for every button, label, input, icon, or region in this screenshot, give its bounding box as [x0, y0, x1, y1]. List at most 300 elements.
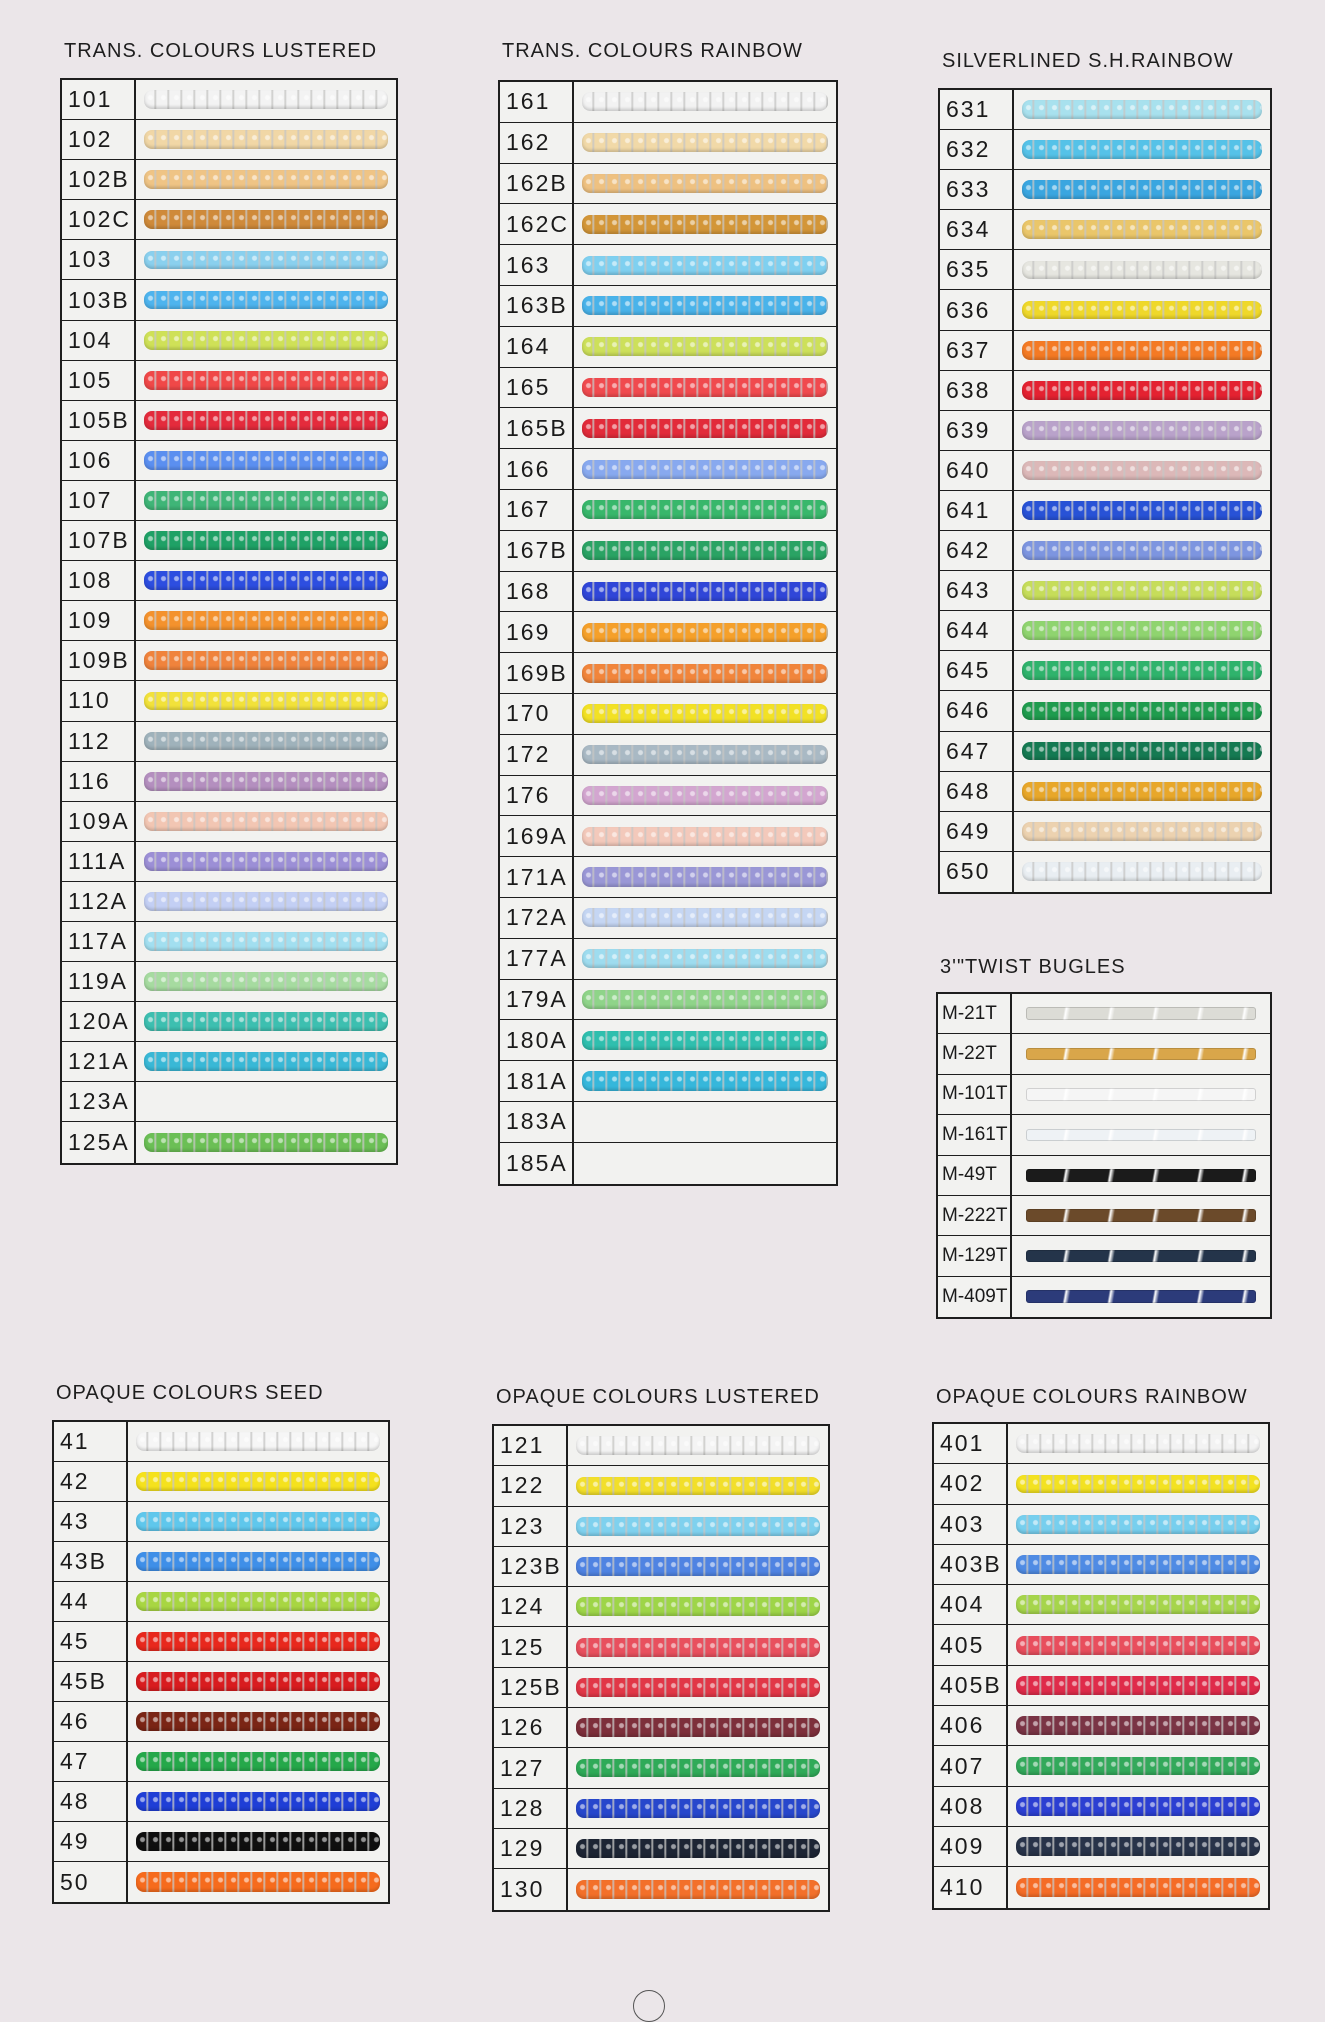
bead-strip — [136, 321, 396, 360]
bead-sample — [144, 371, 388, 390]
swatch-row — [62, 441, 396, 481]
swatch-code: 647 — [940, 732, 1014, 771]
swatch-code: 643 — [940, 571, 1014, 610]
swatch-row — [62, 321, 396, 361]
panel-title: TRANS. COLOURS LUSTERED — [64, 40, 378, 62]
swatch-code: 631 — [940, 90, 1014, 129]
bead-sample — [136, 1832, 380, 1851]
swatch-table — [938, 88, 1272, 894]
swatch-code: 123A — [62, 1082, 136, 1121]
bead-sample — [1016, 1515, 1260, 1534]
bead-strip — [1014, 651, 1270, 690]
swatch-row — [62, 802, 396, 842]
swatch-code: 108 — [62, 561, 136, 600]
bead-strip — [136, 481, 396, 520]
swatch-code: 119A — [62, 962, 136, 1001]
swatch-row — [940, 571, 1270, 611]
swatch-code: 405B — [934, 1666, 1008, 1705]
bead-sample — [144, 692, 388, 711]
swatch-row — [54, 1742, 388, 1782]
swatch-code: 403 — [934, 1505, 1008, 1544]
bead-strip — [574, 490, 836, 530]
swatch-row — [934, 1545, 1268, 1585]
swatch-row — [500, 368, 836, 409]
swatch-code: 48 — [54, 1782, 128, 1821]
bead-strip — [568, 1748, 828, 1787]
bead-strip — [128, 1782, 388, 1821]
bead-sample — [582, 541, 828, 560]
bead-sample — [582, 786, 828, 805]
bead-sample — [144, 772, 388, 791]
bead-sample — [136, 1432, 380, 1451]
bead-strip — [574, 1020, 836, 1060]
swatch-table — [498, 80, 838, 1186]
swatch-code: 648 — [940, 772, 1014, 811]
swatch-table — [52, 1420, 390, 1904]
swatch-code: 172 — [500, 735, 574, 775]
swatch-code: 103B — [62, 280, 136, 319]
bead-strip — [1014, 812, 1270, 851]
swatch-row — [62, 481, 396, 521]
bugle-sample — [1026, 1169, 1256, 1182]
bugle-sample — [1026, 1250, 1256, 1263]
swatch-row — [500, 572, 836, 613]
bead-strip — [568, 1668, 828, 1707]
bead-sample — [136, 1872, 380, 1891]
bead-strip — [136, 441, 396, 480]
bead-strip — [1014, 90, 1270, 129]
bead-sample — [576, 1638, 820, 1657]
bead-sample — [582, 867, 828, 886]
bead-strip — [1014, 852, 1270, 892]
swatch-row — [62, 1122, 396, 1162]
swatch-code: 47 — [54, 1742, 128, 1781]
bead-strip — [574, 1143, 836, 1184]
swatch-code: 122 — [494, 1466, 568, 1505]
swatch-row — [940, 732, 1270, 772]
bead-strip — [1012, 1115, 1270, 1154]
swatch-code: 127 — [494, 1748, 568, 1787]
bead-strip — [1008, 1867, 1268, 1907]
swatch-code: 172A — [500, 898, 574, 938]
swatch-row — [62, 240, 396, 280]
bead-sample — [136, 1672, 380, 1691]
swatch-code: 166 — [500, 449, 574, 489]
swatch-row — [62, 200, 396, 240]
bead-sample — [582, 133, 828, 152]
swatch-table — [60, 78, 398, 1165]
swatch-code: 123 — [494, 1507, 568, 1546]
swatch-row — [940, 331, 1270, 371]
bead-sample — [144, 1133, 388, 1152]
bead-sample — [582, 908, 828, 927]
bead-sample — [136, 1752, 380, 1771]
swatch-code: 404 — [934, 1585, 1008, 1624]
bead-sample — [1022, 461, 1262, 480]
swatch-row — [54, 1622, 388, 1662]
swatch-code: 124 — [494, 1587, 568, 1626]
swatch-row — [940, 130, 1270, 170]
swatch-code: 169B — [500, 653, 574, 693]
bead-sample — [1016, 1475, 1260, 1494]
swatch-code: 180A — [500, 1020, 574, 1060]
swatch-row — [62, 1042, 396, 1082]
bead-sample — [144, 451, 388, 470]
swatch-code: 45 — [54, 1622, 128, 1661]
swatch-code: 632 — [940, 130, 1014, 169]
swatch-code: 179A — [500, 980, 574, 1020]
bead-sample — [144, 170, 388, 189]
swatch-row — [938, 1236, 1270, 1276]
bead-strip — [136, 842, 396, 881]
bead-strip — [574, 164, 836, 204]
bead-strip — [1014, 250, 1270, 289]
swatch-code: 109A — [62, 802, 136, 841]
swatch-row — [500, 816, 836, 857]
swatch-code: 177A — [500, 939, 574, 979]
bead-sample — [144, 972, 388, 991]
bead-strip — [574, 694, 836, 734]
swatch-code: 641 — [940, 491, 1014, 530]
swatch-row — [500, 776, 836, 817]
bead-strip — [136, 200, 396, 239]
bead-sample — [1022, 501, 1262, 520]
bead-sample — [144, 251, 388, 270]
bead-strip — [136, 922, 396, 961]
swatch-row — [62, 561, 396, 601]
bead-sample — [136, 1592, 380, 1611]
bead-strip — [1012, 1236, 1270, 1275]
bead-sample — [1022, 301, 1262, 320]
swatch-row — [62, 160, 396, 200]
swatch-table — [936, 992, 1272, 1319]
bead-sample — [582, 174, 828, 193]
bead-sample — [144, 812, 388, 831]
swatch-code: 636 — [940, 290, 1014, 329]
swatch-code: M-161T — [938, 1115, 1012, 1154]
swatch-row — [940, 290, 1270, 330]
bead-strip — [568, 1789, 828, 1828]
swatch-code: 639 — [940, 411, 1014, 450]
swatch-code: 650 — [940, 852, 1014, 892]
bead-strip — [568, 1627, 828, 1666]
swatch-code: 106 — [62, 441, 136, 480]
bead-sample — [1016, 1595, 1260, 1614]
bead-strip — [128, 1702, 388, 1741]
swatch-code: 110 — [62, 681, 136, 720]
bead-strip — [128, 1582, 388, 1621]
swatch-code: 44 — [54, 1582, 128, 1621]
swatch-row — [500, 204, 836, 245]
swatch-row — [54, 1542, 388, 1582]
bead-strip — [136, 1042, 396, 1081]
bead-strip — [136, 240, 396, 279]
bead-strip — [1014, 531, 1270, 570]
swatch-row — [500, 1102, 836, 1143]
swatch-code: M-222T — [938, 1196, 1012, 1235]
bead-sample — [582, 296, 828, 315]
swatch-code: 109 — [62, 601, 136, 640]
bead-strip — [1008, 1787, 1268, 1826]
bead-strip — [574, 898, 836, 938]
bead-strip — [1014, 371, 1270, 410]
swatch-code: 102 — [62, 120, 136, 159]
swatch-row — [62, 1002, 396, 1042]
bead-strip — [574, 980, 836, 1020]
swatch-row — [500, 531, 836, 572]
swatch-row — [938, 1115, 1270, 1155]
panel-title: OPAQUE COLOURS RAINBOW — [936, 1386, 1248, 1408]
bead-strip — [574, 82, 836, 122]
bead-sample — [576, 1597, 820, 1616]
swatch-code: 163B — [500, 286, 574, 326]
swatch-row — [62, 80, 396, 120]
swatch-row — [54, 1862, 388, 1902]
swatch-code: 163 — [500, 245, 574, 285]
bead-sample — [1016, 1636, 1260, 1655]
bead-strip — [1014, 491, 1270, 530]
bead-sample — [582, 500, 828, 519]
swatch-row — [934, 1827, 1268, 1867]
swatch-row — [940, 170, 1270, 210]
bead-strip — [136, 160, 396, 199]
bead-sample — [576, 1436, 820, 1455]
bead-strip — [136, 1122, 396, 1162]
swatch-code: 645 — [940, 651, 1014, 690]
swatch-code: 185A — [500, 1143, 574, 1184]
bead-strip — [128, 1542, 388, 1581]
bead-strip — [568, 1466, 828, 1505]
bead-sample — [576, 1880, 820, 1899]
bead-sample — [144, 210, 388, 229]
swatch-code: 165B — [500, 408, 574, 448]
swatch-code: 45B — [54, 1662, 128, 1701]
bead-sample — [1022, 661, 1262, 680]
bead-sample — [582, 256, 828, 275]
bead-strip — [574, 939, 836, 979]
swatch-row — [494, 1466, 828, 1506]
swatch-row — [500, 286, 836, 327]
bead-strip — [1014, 130, 1270, 169]
bead-sample — [136, 1632, 380, 1651]
swatch-code: 121A — [62, 1042, 136, 1081]
bugle-sample — [1026, 1209, 1256, 1222]
bead-strip — [574, 1061, 836, 1101]
swatch-code: M-101T — [938, 1075, 1012, 1114]
swatch-row — [500, 898, 836, 939]
bead-sample — [582, 745, 828, 764]
swatch-code: 635 — [940, 250, 1014, 289]
bead-strip — [1014, 290, 1270, 329]
bead-strip — [568, 1869, 828, 1909]
swatch-row — [938, 1277, 1270, 1317]
bead-sample — [144, 732, 388, 751]
swatch-code: 107B — [62, 521, 136, 560]
bead-strip — [568, 1547, 828, 1586]
bead-strip — [568, 1708, 828, 1747]
bead-sample — [144, 411, 388, 430]
bead-sample — [144, 1012, 388, 1031]
bead-strip — [574, 368, 836, 408]
swatch-row — [62, 280, 396, 320]
swatch-code: 633 — [940, 170, 1014, 209]
bead-strip — [568, 1587, 828, 1626]
bead-strip — [574, 776, 836, 816]
swatch-row — [934, 1424, 1268, 1464]
bead-sample — [1022, 261, 1262, 280]
swatch-code: 120A — [62, 1002, 136, 1041]
swatch-code: M-49T — [938, 1156, 1012, 1195]
swatch-row — [494, 1668, 828, 1708]
swatch-code: 638 — [940, 371, 1014, 410]
bead-strip — [574, 449, 836, 489]
swatch-row — [500, 164, 836, 205]
swatch-code: 408 — [934, 1787, 1008, 1826]
bead-strip — [1014, 210, 1270, 249]
panel-title: TRANS. COLOURS RAINBOW — [502, 40, 803, 62]
bead-sample — [1022, 381, 1262, 400]
bead-strip — [1012, 1196, 1270, 1235]
swatch-code: 176 — [500, 776, 574, 816]
swatch-code: 165 — [500, 368, 574, 408]
swatch-row — [62, 641, 396, 681]
swatch-row — [940, 371, 1270, 411]
bead-sample — [1022, 421, 1262, 440]
bead-strip — [574, 816, 836, 856]
bugle-sample — [1026, 1129, 1256, 1142]
swatch-row — [500, 857, 836, 898]
swatch-code: 162B — [500, 164, 574, 204]
bead-strip — [1014, 170, 1270, 209]
swatch-row — [500, 653, 836, 694]
swatch-code: 102C — [62, 200, 136, 239]
bead-sample — [576, 1799, 820, 1818]
bead-sample — [1022, 180, 1262, 199]
bead-strip — [1014, 411, 1270, 450]
bead-strip — [568, 1829, 828, 1868]
swatch-code: 169A — [500, 816, 574, 856]
bead-sample — [136, 1792, 380, 1811]
swatch-code: 111A — [62, 842, 136, 881]
swatch-code: 42 — [54, 1462, 128, 1501]
bead-sample — [582, 664, 828, 683]
swatch-code: 129 — [494, 1829, 568, 1868]
swatch-row — [54, 1822, 388, 1862]
swatch-code: 402 — [934, 1464, 1008, 1503]
swatch-row — [934, 1464, 1268, 1504]
swatch-row — [938, 994, 1270, 1034]
swatch-code: 167 — [500, 490, 574, 530]
swatch-table — [492, 1424, 830, 1912]
bead-sample — [1022, 621, 1262, 640]
bead-strip — [128, 1502, 388, 1541]
swatch-row — [934, 1867, 1268, 1907]
swatch-row — [500, 1061, 836, 1102]
swatch-code: 112A — [62, 882, 136, 921]
swatch-row — [54, 1502, 388, 1542]
bead-sample — [1022, 341, 1262, 360]
bead-strip — [1014, 611, 1270, 650]
swatch-code: 644 — [940, 611, 1014, 650]
bead-sample — [582, 582, 828, 601]
swatch-row — [494, 1627, 828, 1667]
swatch-code: 104 — [62, 321, 136, 360]
swatch-code: M-409T — [938, 1277, 1012, 1317]
bead-sample — [576, 1477, 820, 1496]
bead-sample — [582, 460, 828, 479]
swatch-row — [940, 812, 1270, 852]
swatch-row — [62, 762, 396, 802]
bead-sample — [1022, 100, 1262, 119]
bead-sample — [144, 90, 388, 109]
bead-strip — [1008, 1464, 1268, 1503]
swatch-row — [500, 408, 836, 449]
swatch-code: 123B — [494, 1547, 568, 1586]
swatch-code: 634 — [940, 210, 1014, 249]
page-marker-icon — [633, 1990, 665, 2022]
swatch-code: 41 — [54, 1422, 128, 1461]
bead-strip — [1012, 1075, 1270, 1114]
bead-sample — [1022, 822, 1262, 841]
swatch-row — [62, 601, 396, 641]
bead-sample — [1022, 140, 1262, 159]
swatch-row — [938, 1075, 1270, 1115]
bead-sample — [136, 1552, 380, 1571]
swatch-code: 116 — [62, 762, 136, 801]
swatch-row — [940, 90, 1270, 130]
swatch-row — [54, 1662, 388, 1702]
swatch-code: 125A — [62, 1122, 136, 1162]
bead-sample — [144, 611, 388, 630]
swatch-code: M-129T — [938, 1236, 1012, 1275]
bead-sample — [1022, 220, 1262, 239]
bead-strip — [1012, 1034, 1270, 1073]
bead-sample — [1016, 1434, 1260, 1453]
bead-sample — [1016, 1555, 1260, 1574]
bead-strip — [128, 1822, 388, 1861]
swatch-code: M-21T — [938, 994, 1012, 1033]
bead-sample — [136, 1472, 380, 1491]
bugle-sample — [1026, 1088, 1256, 1101]
bead-strip — [568, 1426, 828, 1465]
bead-sample — [1022, 581, 1262, 600]
swatch-code: 649 — [940, 812, 1014, 851]
bead-sample — [582, 215, 828, 234]
bead-strip — [136, 762, 396, 801]
bead-sample — [1016, 1797, 1260, 1816]
swatch-code: 161 — [500, 82, 574, 122]
swatch-row — [62, 361, 396, 401]
swatch-row — [494, 1507, 828, 1547]
bead-sample — [582, 990, 828, 1009]
bead-strip — [136, 401, 396, 440]
swatch-code: 406 — [934, 1706, 1008, 1745]
bugle-sample — [1026, 1290, 1256, 1303]
bead-sample — [144, 331, 388, 350]
swatch-row — [62, 842, 396, 882]
bead-sample — [144, 892, 388, 911]
swatch-row — [940, 772, 1270, 812]
bead-strip — [1012, 994, 1270, 1033]
bead-strip — [574, 1102, 836, 1142]
swatch-row — [938, 1034, 1270, 1074]
swatch-table — [932, 1422, 1270, 1910]
bead-strip — [1014, 451, 1270, 490]
bead-strip — [574, 531, 836, 571]
bead-strip — [574, 408, 836, 448]
swatch-row — [500, 612, 836, 653]
bead-sample — [144, 291, 388, 310]
